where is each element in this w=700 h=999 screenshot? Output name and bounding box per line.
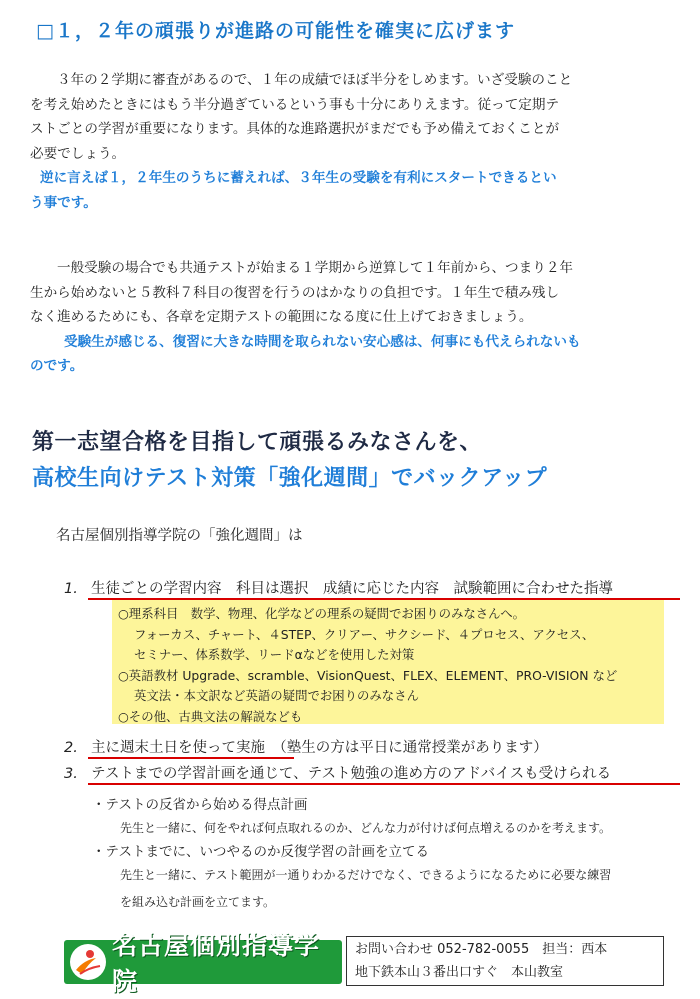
logo-text: 名古屋個別指導学院	[112, 931, 321, 996]
list-item	[64, 577, 613, 598]
plan-bullet: ・テストの反省から始める得点計画	[92, 797, 308, 813]
item-number: 1.	[64, 581, 78, 597]
emphasis-line: う事です。	[30, 194, 97, 211]
paragraph-line: ３年の２学期に審査があるので、１年の成績でほぼ半分をしめます。いざ受験のこと	[57, 72, 573, 88]
emphasis-line: のです。	[30, 358, 84, 374]
promo-title-line2: 高校生向けテスト対策「強化週間」でバックアップ	[32, 466, 548, 491]
detail-line: セミナー、体系数学、リードαなどを使用した対策	[134, 647, 415, 662]
paragraph-line: 一般受験の場合でも共通テストが始まる１学期から逆算して１年前から、つまり２年	[57, 260, 574, 276]
subject-detail-box	[112, 600, 664, 724]
section-heading: □１，２年の頑張りが進路の可能性を確実に広げます	[36, 20, 515, 42]
item-text: 生徒ごとの学習内容 科目は選択 成績に応じた内容 試験範囲に合わせた指導	[91, 581, 613, 597]
emphasis-line: 受験生が感じる、復習に大きな時間を取られない安心感は、何事にも代えられないも	[64, 333, 581, 350]
emphasis-line: 逆に言えば１，２年生のうちに蓄えれば、３年生の受験を有利にスタートできるとい	[40, 170, 557, 186]
item-number: 2.	[64, 740, 78, 756]
contact-phone: お問い合わせ 052-782-0055 担当：西本	[355, 942, 608, 957]
item-number: 3.	[64, 766, 78, 782]
detail-line: ○理系科目 数学、物理、化学などの理系の疑問でお困りのみなさんへ。	[118, 606, 526, 621]
detail-line: フォーカス、チャート、４STEP、クリアー、サクシード、４プロセス、アクセス、	[134, 626, 595, 642]
paragraph-2	[30, 256, 670, 379]
paragraph-line: 生から始めないと５教科７科目の復習を行うのはかなりの負担です。１年生で積み残し	[30, 284, 560, 301]
red-underline	[88, 757, 294, 759]
paragraph-line: を考え始めたときにはもう半分過ぎているという事も十分にありえます。従って定期テ	[30, 96, 560, 113]
detail-line: 英文法・本文訳など英語の疑問でお困りのみなさん	[134, 688, 419, 703]
plan-note-line: 先生と一緒に、テスト範囲が一通りわかるだけでなく、できるようになるために必要な練習	[120, 868, 612, 882]
detail-line: ○英語教材 Upgrade、scramble、VisionQuest、FLEX、ELEMENT、PRO-VISION など	[118, 667, 618, 683]
paragraph-line: ストごとの学習が重要になります。具体的な進路選択がまだでも予め備えておくことが	[30, 121, 560, 137]
list-item	[64, 762, 611, 783]
list-item	[64, 736, 548, 757]
plan-note	[120, 862, 611, 916]
paragraph-line: 必要でしょう。	[30, 145, 126, 162]
item-text: 主に週末土日を使って実施 （塾生の方は平日に通常授業があります）	[91, 740, 548, 756]
red-underline	[88, 783, 680, 785]
plan-bullet: ・テストまでに、いつやるのか反復学習の計画を立てる	[92, 844, 429, 860]
plan-note: 先生と一緒に、何をやれば何点取れるのか、どんな力が付けば何点増えるのかを考えます。	[120, 821, 612, 835]
item-text: テストまでの学習計画を通じて、テスト勉強の進め方のアドバイスも受けられる	[91, 766, 612, 782]
logo-swoosh-icon	[70, 944, 106, 980]
promo-title-line1: 第一志望合格を目指して頑張るみなさんを、	[32, 430, 483, 455]
paragraph-1	[30, 68, 670, 215]
intro-text: 名古屋個別指導学院の「強化週間」は	[56, 528, 303, 544]
plan-note-line: を組み込む計画を立てます。	[120, 895, 276, 909]
detail-line: ○その他、古典文法の解説なども	[118, 708, 303, 724]
contact-location: 地下鉄本山３番出口すぐ 本山教室	[355, 965, 564, 980]
contact-info-box	[346, 936, 664, 986]
school-logo	[64, 931, 342, 996]
paragraph-line: なく進めるためにも、各章を定期テストの範囲になる度に仕上げておきましょう。	[30, 309, 533, 325]
logo-mark-icon	[70, 944, 106, 980]
